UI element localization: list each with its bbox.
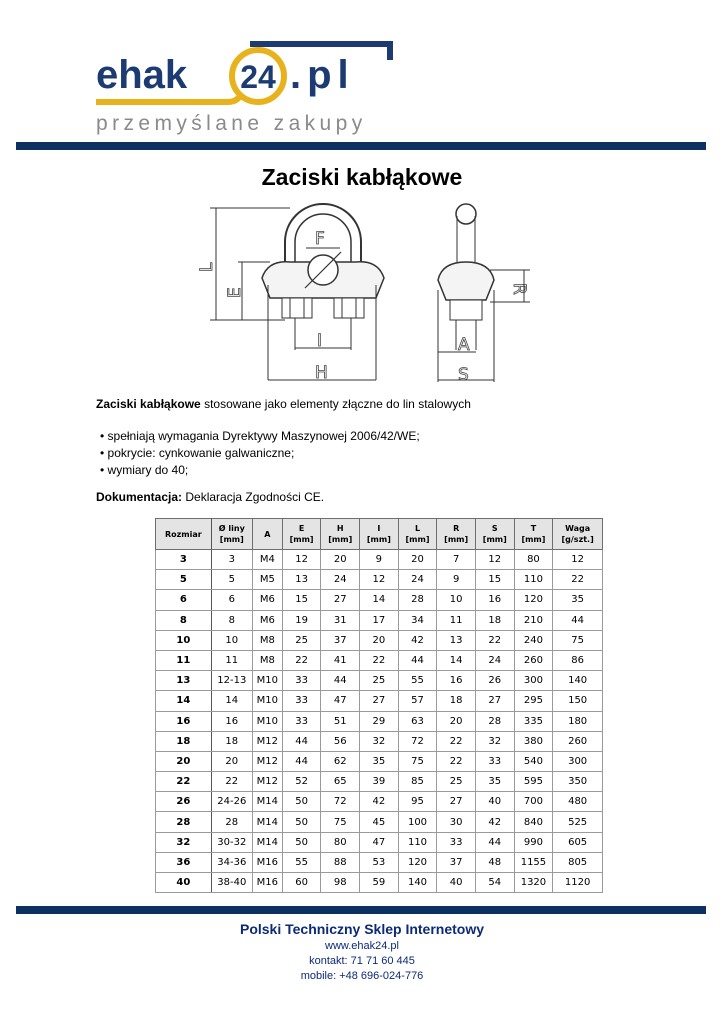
table-cell: 22 bbox=[156, 772, 212, 792]
column-header-unit: [mm] bbox=[444, 535, 469, 544]
table-row bbox=[156, 852, 603, 872]
table-cell: 37 bbox=[321, 630, 360, 650]
table-cell: 18 bbox=[475, 610, 514, 630]
table-cell: M12 bbox=[252, 751, 282, 771]
table-cell: 34 bbox=[398, 610, 437, 630]
table-cell: 32 bbox=[475, 731, 514, 751]
table-cell: 12 bbox=[553, 550, 603, 570]
table-cell: 42 bbox=[398, 630, 437, 650]
table-cell: 5 bbox=[211, 570, 252, 590]
table-cell: 12 bbox=[282, 550, 321, 570]
table-cell: 990 bbox=[514, 832, 553, 852]
table-cell: M10 bbox=[252, 711, 282, 731]
table-cell: 19 bbox=[282, 610, 321, 630]
contact-phone: kontakt: 71 71 60 445 bbox=[309, 955, 415, 967]
table-cell: 24 bbox=[398, 570, 437, 590]
documentation-value: Deklaracja Zgodności CE. bbox=[182, 490, 325, 504]
table-cell: 35 bbox=[360, 751, 399, 771]
table-cell: 33 bbox=[475, 751, 514, 771]
table-cell: 41 bbox=[321, 650, 360, 670]
table-cell: 27 bbox=[321, 590, 360, 610]
table-cell: 6 bbox=[211, 590, 252, 610]
table-row bbox=[156, 610, 603, 630]
website-link[interactable]: www.ehak24.pl bbox=[325, 940, 399, 952]
table-cell: 20 bbox=[398, 550, 437, 570]
table-row bbox=[156, 550, 603, 570]
table-cell: 50 bbox=[282, 792, 321, 812]
table-cell: 16 bbox=[437, 671, 476, 691]
table-cell: 15 bbox=[475, 570, 514, 590]
table-cell: M14 bbox=[252, 832, 282, 852]
table-cell: 24-26 bbox=[211, 792, 252, 812]
dim-label-h: H bbox=[315, 363, 328, 383]
column-header-name: E bbox=[298, 524, 305, 533]
column-header-unit: [mm] bbox=[405, 535, 430, 544]
column-header bbox=[553, 519, 603, 550]
table-cell: 525 bbox=[553, 812, 603, 832]
table-cell: 42 bbox=[475, 812, 514, 832]
table-cell: M5 bbox=[252, 570, 282, 590]
table-cell: 210 bbox=[514, 610, 553, 630]
column-header bbox=[282, 519, 321, 550]
table-cell: 52 bbox=[282, 772, 321, 792]
logo-text-left: ehak bbox=[96, 53, 188, 97]
table-row bbox=[156, 570, 603, 590]
table-cell: 72 bbox=[398, 731, 437, 751]
table-cell: M8 bbox=[252, 650, 282, 670]
table-cell: 44 bbox=[321, 671, 360, 691]
table-cell: 3 bbox=[211, 550, 252, 570]
table-cell: 20 bbox=[211, 751, 252, 771]
table-cell: 18 bbox=[156, 731, 212, 751]
table-row bbox=[156, 630, 603, 650]
table-row bbox=[156, 873, 603, 893]
column-header-unit: [mm] bbox=[289, 535, 314, 544]
table-cell: 260 bbox=[514, 650, 553, 670]
table-cell: 20 bbox=[321, 550, 360, 570]
table-cell: 11 bbox=[156, 650, 212, 670]
table-cell: 62 bbox=[321, 751, 360, 771]
table-cell: 33 bbox=[282, 691, 321, 711]
table-cell: 28 bbox=[156, 812, 212, 832]
table-cell: 28 bbox=[211, 812, 252, 832]
table-cell: M6 bbox=[252, 610, 282, 630]
table-cell: M6 bbox=[252, 590, 282, 610]
table-cell: 20 bbox=[156, 751, 212, 771]
table-cell: 86 bbox=[553, 650, 603, 670]
table-cell: 20 bbox=[437, 711, 476, 731]
table-cell: 100 bbox=[398, 812, 437, 832]
feature-item: • wymiary do 40; bbox=[100, 463, 189, 477]
table-cell: 22 bbox=[475, 630, 514, 650]
column-header bbox=[211, 519, 252, 550]
table-cell: 33 bbox=[282, 671, 321, 691]
table-cell: 39 bbox=[360, 772, 399, 792]
column-header bbox=[475, 519, 514, 550]
table-body bbox=[156, 550, 603, 893]
table-cell: 14 bbox=[360, 590, 399, 610]
column-header bbox=[252, 519, 282, 550]
table-cell: 40 bbox=[156, 873, 212, 893]
table-cell: 300 bbox=[514, 671, 553, 691]
table-cell: 85 bbox=[398, 772, 437, 792]
column-header-name: S bbox=[491, 524, 498, 533]
table-cell: 25 bbox=[437, 772, 476, 792]
column-header bbox=[360, 519, 399, 550]
table-cell: 72 bbox=[321, 792, 360, 812]
table-cell: 13 bbox=[437, 630, 476, 650]
table-cell: 140 bbox=[398, 873, 437, 893]
dim-label-e: E bbox=[225, 287, 245, 298]
table-cell: 14 bbox=[211, 691, 252, 711]
description-bold: Zaciski kabłąkowe bbox=[96, 397, 201, 411]
table-cell: 63 bbox=[398, 711, 437, 731]
table-cell: 57 bbox=[398, 691, 437, 711]
table-row bbox=[156, 751, 603, 771]
column-header-unit: [mm] bbox=[482, 535, 507, 544]
table-cell: 22 bbox=[553, 570, 603, 590]
table-header-row bbox=[156, 519, 603, 550]
table-cell: 605 bbox=[553, 832, 603, 852]
table-cell: 295 bbox=[514, 691, 553, 711]
table-cell: 56 bbox=[321, 731, 360, 751]
technical-drawing bbox=[190, 200, 550, 390]
table-cell: 18 bbox=[211, 731, 252, 751]
table-cell: 335 bbox=[514, 711, 553, 731]
logo-tagline: przemyślane zakupy bbox=[96, 112, 367, 135]
table-cell: 14 bbox=[437, 650, 476, 670]
specification-table bbox=[155, 518, 603, 893]
table-cell: 350 bbox=[553, 772, 603, 792]
table-cell: 20 bbox=[360, 630, 399, 650]
table-cell: M12 bbox=[252, 772, 282, 792]
documentation-line bbox=[96, 490, 324, 504]
table-cell: M12 bbox=[252, 731, 282, 751]
table-row bbox=[156, 731, 603, 751]
dim-label-l: L bbox=[197, 262, 217, 272]
feature-list bbox=[100, 428, 420, 479]
table-cell: 38-40 bbox=[211, 873, 252, 893]
table-cell: 32 bbox=[156, 832, 212, 852]
table-cell: 240 bbox=[514, 630, 553, 650]
header-divider bbox=[16, 142, 706, 150]
table-cell: 595 bbox=[514, 772, 553, 792]
table-cell: 55 bbox=[282, 852, 321, 872]
table-cell: 47 bbox=[360, 832, 399, 852]
table-row bbox=[156, 711, 603, 731]
column-header-name: L bbox=[414, 524, 421, 533]
table-cell: 33 bbox=[437, 832, 476, 852]
table-row bbox=[156, 812, 603, 832]
table-cell: 35 bbox=[475, 772, 514, 792]
table-cell: M10 bbox=[252, 691, 282, 711]
column-header-name: Waga bbox=[565, 524, 591, 533]
table-cell: 75 bbox=[321, 812, 360, 832]
table-cell: 120 bbox=[398, 852, 437, 872]
feature-item: • pokrycie: cynkowanie galwaniczne; bbox=[100, 446, 295, 460]
table-cell: 98 bbox=[321, 873, 360, 893]
table-cell: 9 bbox=[437, 570, 476, 590]
column-header bbox=[437, 519, 476, 550]
table-cell: M14 bbox=[252, 812, 282, 832]
table-cell: M8 bbox=[252, 630, 282, 650]
documentation-label: Dokumentacja: bbox=[96, 490, 183, 504]
table-cell: 1320 bbox=[514, 873, 553, 893]
table-cell: 14 bbox=[156, 691, 212, 711]
table-cell: 700 bbox=[514, 792, 553, 812]
table-cell: 24 bbox=[475, 650, 514, 670]
table-cell: 13 bbox=[282, 570, 321, 590]
logo-domain: .pl bbox=[290, 53, 355, 97]
table-cell: 28 bbox=[398, 590, 437, 610]
table-cell: 10 bbox=[156, 630, 212, 650]
table-cell: 120 bbox=[514, 590, 553, 610]
shop-name: Polski Techniczny Sklep Internetowy bbox=[239, 921, 485, 937]
column-header bbox=[514, 519, 553, 550]
table-cell: 32 bbox=[360, 731, 399, 751]
table-cell: 110 bbox=[514, 570, 553, 590]
table-cell: 30 bbox=[437, 812, 476, 832]
table-cell: M10 bbox=[252, 671, 282, 691]
page-title: Zaciski kabłąkowe bbox=[261, 164, 463, 190]
table-cell: 260 bbox=[553, 731, 603, 751]
table-cell: 380 bbox=[514, 731, 553, 751]
table-row bbox=[156, 792, 603, 812]
table-cell: 34-36 bbox=[211, 852, 252, 872]
table-cell: 55 bbox=[398, 671, 437, 691]
column-header-name: Rozmiar bbox=[164, 529, 202, 539]
table-cell: 50 bbox=[282, 832, 321, 852]
table-cell: 9 bbox=[360, 550, 399, 570]
column-header-unit: [g/szt.] bbox=[561, 535, 594, 544]
table-cell: 110 bbox=[398, 832, 437, 852]
table-cell: 40 bbox=[437, 873, 476, 893]
table-cell: 12 bbox=[360, 570, 399, 590]
table-cell: 150 bbox=[553, 691, 603, 711]
table-cell: 8 bbox=[156, 610, 212, 630]
table-cell: 80 bbox=[514, 550, 553, 570]
table-cell: 15 bbox=[282, 590, 321, 610]
table-cell: 30-32 bbox=[211, 832, 252, 852]
table-cell: 26 bbox=[156, 792, 212, 812]
footer bbox=[0, 920, 724, 984]
table-row bbox=[156, 650, 603, 670]
column-header-unit: [mm] bbox=[521, 535, 546, 544]
table-cell: 35 bbox=[553, 590, 603, 610]
table-cell: 44 bbox=[398, 650, 437, 670]
table-row bbox=[156, 691, 603, 711]
column-header bbox=[156, 519, 212, 550]
table-cell: 540 bbox=[514, 751, 553, 771]
table-cell: 25 bbox=[282, 630, 321, 650]
table-cell: 25 bbox=[360, 671, 399, 691]
table-cell: 31 bbox=[321, 610, 360, 630]
feature-item: • spełniają wymagania Dyrektywy Maszynowej 2006/42/WE; bbox=[100, 429, 420, 443]
table-cell: 44 bbox=[475, 832, 514, 852]
table-cell: 53 bbox=[360, 852, 399, 872]
table-cell: M14 bbox=[252, 792, 282, 812]
column-header-name: H bbox=[336, 524, 344, 533]
column-header-name: T bbox=[530, 524, 537, 533]
table-cell: 36 bbox=[156, 852, 212, 872]
column-header-unit: [mm] bbox=[328, 535, 353, 544]
table-cell: 22 bbox=[360, 650, 399, 670]
column-header-name: R bbox=[453, 524, 460, 533]
table-cell: 50 bbox=[282, 812, 321, 832]
logo-number: 24 bbox=[240, 59, 276, 95]
table-cell: 840 bbox=[514, 812, 553, 832]
table-cell: 75 bbox=[398, 751, 437, 771]
table-cell: 22 bbox=[282, 650, 321, 670]
table-cell: 27 bbox=[437, 792, 476, 812]
table-cell: 44 bbox=[282, 751, 321, 771]
table-cell: 1155 bbox=[514, 852, 553, 872]
table-cell: 80 bbox=[321, 832, 360, 852]
description-text: stosowane jako elementy złączne do lin stalowych bbox=[200, 397, 471, 411]
dim-label-i: I bbox=[317, 331, 323, 351]
table-cell: 11 bbox=[437, 610, 476, 630]
table-cell: 300 bbox=[553, 751, 603, 771]
table-cell: 48 bbox=[475, 852, 514, 872]
table-cell: 75 bbox=[553, 630, 603, 650]
table-cell: 37 bbox=[437, 852, 476, 872]
table-cell: 11 bbox=[211, 650, 252, 670]
table-cell: 40 bbox=[475, 792, 514, 812]
table-cell: 22 bbox=[437, 731, 476, 751]
table-cell: 22 bbox=[437, 751, 476, 771]
table-cell: 805 bbox=[553, 852, 603, 872]
column-header-unit: [mm] bbox=[219, 535, 244, 544]
table-cell: 28 bbox=[475, 711, 514, 731]
table-cell: 13 bbox=[156, 671, 212, 691]
table-cell: 5 bbox=[156, 570, 212, 590]
table-row bbox=[156, 772, 603, 792]
table-cell: 18 bbox=[437, 691, 476, 711]
table-row bbox=[156, 590, 603, 610]
table-row bbox=[156, 832, 603, 852]
table-cell: 42 bbox=[360, 792, 399, 812]
table-cell: 88 bbox=[321, 852, 360, 872]
table-row bbox=[156, 671, 603, 691]
table-cell: M4 bbox=[252, 550, 282, 570]
table-cell: 6 bbox=[156, 590, 212, 610]
dim-label-r: R bbox=[509, 283, 529, 295]
table-cell: 16 bbox=[475, 590, 514, 610]
table-cell: 16 bbox=[156, 711, 212, 731]
ehak24-logo bbox=[90, 30, 400, 140]
table-cell: 180 bbox=[553, 711, 603, 731]
table-cell: 47 bbox=[321, 691, 360, 711]
column-header-name: Ø liny bbox=[218, 524, 245, 533]
table-cell: 59 bbox=[360, 873, 399, 893]
table-cell: 33 bbox=[282, 711, 321, 731]
table-cell: 24 bbox=[321, 570, 360, 590]
table-cell: 27 bbox=[360, 691, 399, 711]
table-cell: 45 bbox=[360, 812, 399, 832]
dim-label-a: A bbox=[458, 335, 470, 355]
table-cell: 44 bbox=[553, 610, 603, 630]
table-cell: 12 bbox=[475, 550, 514, 570]
table-cell: 1120 bbox=[553, 873, 603, 893]
table-cell: 27 bbox=[475, 691, 514, 711]
table-cell: 10 bbox=[211, 630, 252, 650]
table-cell: 480 bbox=[553, 792, 603, 812]
table-cell: 60 bbox=[282, 873, 321, 893]
table-cell: 51 bbox=[321, 711, 360, 731]
table-cell: M16 bbox=[252, 852, 282, 872]
column-header-name: A bbox=[264, 529, 271, 539]
column-header-unit: [mm] bbox=[366, 535, 391, 544]
table-cell: 17 bbox=[360, 610, 399, 630]
table-cell: 12-13 bbox=[211, 671, 252, 691]
table-cell: 3 bbox=[156, 550, 212, 570]
table-cell: 8 bbox=[211, 610, 252, 630]
table-cell: 95 bbox=[398, 792, 437, 812]
dim-label-f: F bbox=[315, 229, 325, 249]
table-cell: 10 bbox=[437, 590, 476, 610]
table-cell: 16 bbox=[211, 711, 252, 731]
contact-mobile: mobile: +48 696-024-776 bbox=[300, 970, 424, 982]
column-header bbox=[321, 519, 360, 550]
table-cell: 44 bbox=[282, 731, 321, 751]
table-cell: M16 bbox=[252, 873, 282, 893]
column-header-name: I bbox=[377, 524, 381, 533]
footer-divider bbox=[16, 906, 706, 914]
table-cell: 26 bbox=[475, 671, 514, 691]
table-cell: 22 bbox=[211, 772, 252, 792]
product-description bbox=[96, 397, 471, 411]
table-cell: 7 bbox=[437, 550, 476, 570]
table-cell: 140 bbox=[553, 671, 603, 691]
column-header bbox=[398, 519, 437, 550]
table-cell: 65 bbox=[321, 772, 360, 792]
dim-label-s: S bbox=[458, 365, 469, 385]
table-cell: 54 bbox=[475, 873, 514, 893]
table-cell: 29 bbox=[360, 711, 399, 731]
